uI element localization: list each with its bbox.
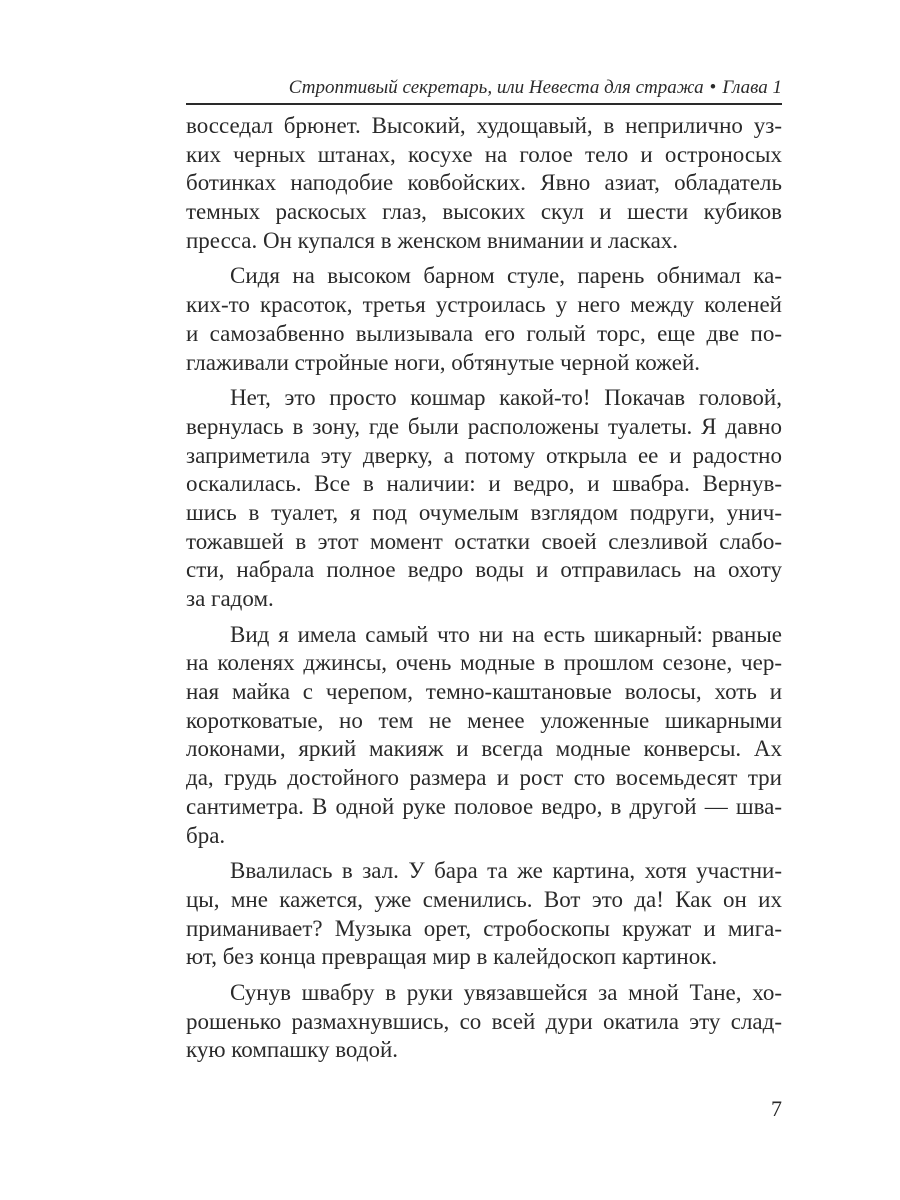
text-line: на коленях джинсы, очень модные в прошлом сезоне, чер- [186, 650, 782, 676]
text-line: глаживали стройные ноги, обтянутые черной кожей. [186, 349, 701, 375]
text-line: Сунув швабру в руки увязавшейся за мной Тане, хо- [230, 979, 782, 1005]
text-line: Нет, это просто кошмар какой-то! Покачав головой, [230, 385, 782, 411]
text-line: заприметила эту дверку, а потому открыла ее и радостно [186, 442, 782, 468]
body-text [186, 112, 782, 1065]
text-line: Ввалилась в зал. У бара та же картина, хотя участни- [230, 858, 782, 884]
page-number: 7 [771, 1096, 782, 1121]
text-line: оскалилась. Все в наличии: и ведро, и швабра. Вернув- [186, 471, 782, 497]
text-line: сти, набрала полное ведро воды и отправилась на охоту [186, 557, 782, 583]
text-line: темных раскосых глаз, высоких скул и шести кубиков [186, 199, 782, 225]
paragraph [186, 621, 782, 851]
text-line: пресса. Он купался в женском внимании и ласках. [186, 227, 679, 253]
text-line: тожавшей в этот момент остатки своей слезливой слабо- [186, 528, 782, 554]
running-header [186, 76, 782, 100]
text-line: за гадом. [186, 586, 274, 611]
text-line: Вид я имела самый что ни на есть шикарный: рваные [230, 621, 782, 647]
text-line: кую компашку водой. [186, 1037, 399, 1063]
chapter-label: Глава 1 [722, 77, 782, 98]
text-line: ют, без конца превращая мир в калейдоскоп картинок. [186, 944, 718, 970]
header-rule [186, 103, 782, 105]
paragraph [186, 979, 782, 1065]
paragraph [186, 112, 782, 255]
text-line: шись в туалет, я под очумелым взглядом подруги, унич- [186, 499, 782, 525]
text-line: бра. [186, 822, 226, 848]
text-line: да, грудь достойного размера и рост сто восемьдесят три [186, 765, 782, 791]
text-line: локонами, яркий макияж и всегда модные конверсы. Ах [186, 736, 782, 762]
book-title: Строптивый секретарь, или Невеста для стража [288, 77, 704, 98]
paragraph [186, 262, 782, 377]
text-line: цы, мне кажется, уже сменились. Вот это да! Как он их [186, 886, 782, 912]
text-line: ких черных штанах, косухе на голое тело и остроносых [186, 141, 782, 167]
text-line: вернулась в зону, где были расположены туалеты. Я давно [186, 413, 782, 439]
header-separator: • [709, 77, 717, 98]
text-line: и самозабвенно вылизывала его голый торс, еще две по- [186, 320, 782, 346]
text-line: приманивает? Музыка орет, стробоскопы кружат и мига- [186, 915, 782, 941]
text-line: рошенько размахнувшись, со всей дури окатила эту слад- [186, 1008, 782, 1034]
text-line: сантиметра. В одной руке половое ведро, в другой — шва- [186, 793, 782, 819]
text-line: ких-то красоток, третья устроилась у него между коленей [186, 292, 782, 318]
text-line: восседал брюнет. Высокий, худощавый, в неприлично уз- [186, 113, 782, 138]
text-line: Сидя на высоком барном стуле, парень обнимал ка- [230, 263, 782, 289]
paragraph [186, 384, 782, 614]
text-line: коротковатые, но тем не менее уложенные шикарными [186, 707, 782, 733]
text-line: ная майка с черепом, темно-каштановые волосы, хоть и [186, 679, 782, 705]
paragraph [186, 857, 782, 972]
text-line: ботинках наподобие ковбойских. Явно азиат, обладатель [186, 170, 782, 196]
